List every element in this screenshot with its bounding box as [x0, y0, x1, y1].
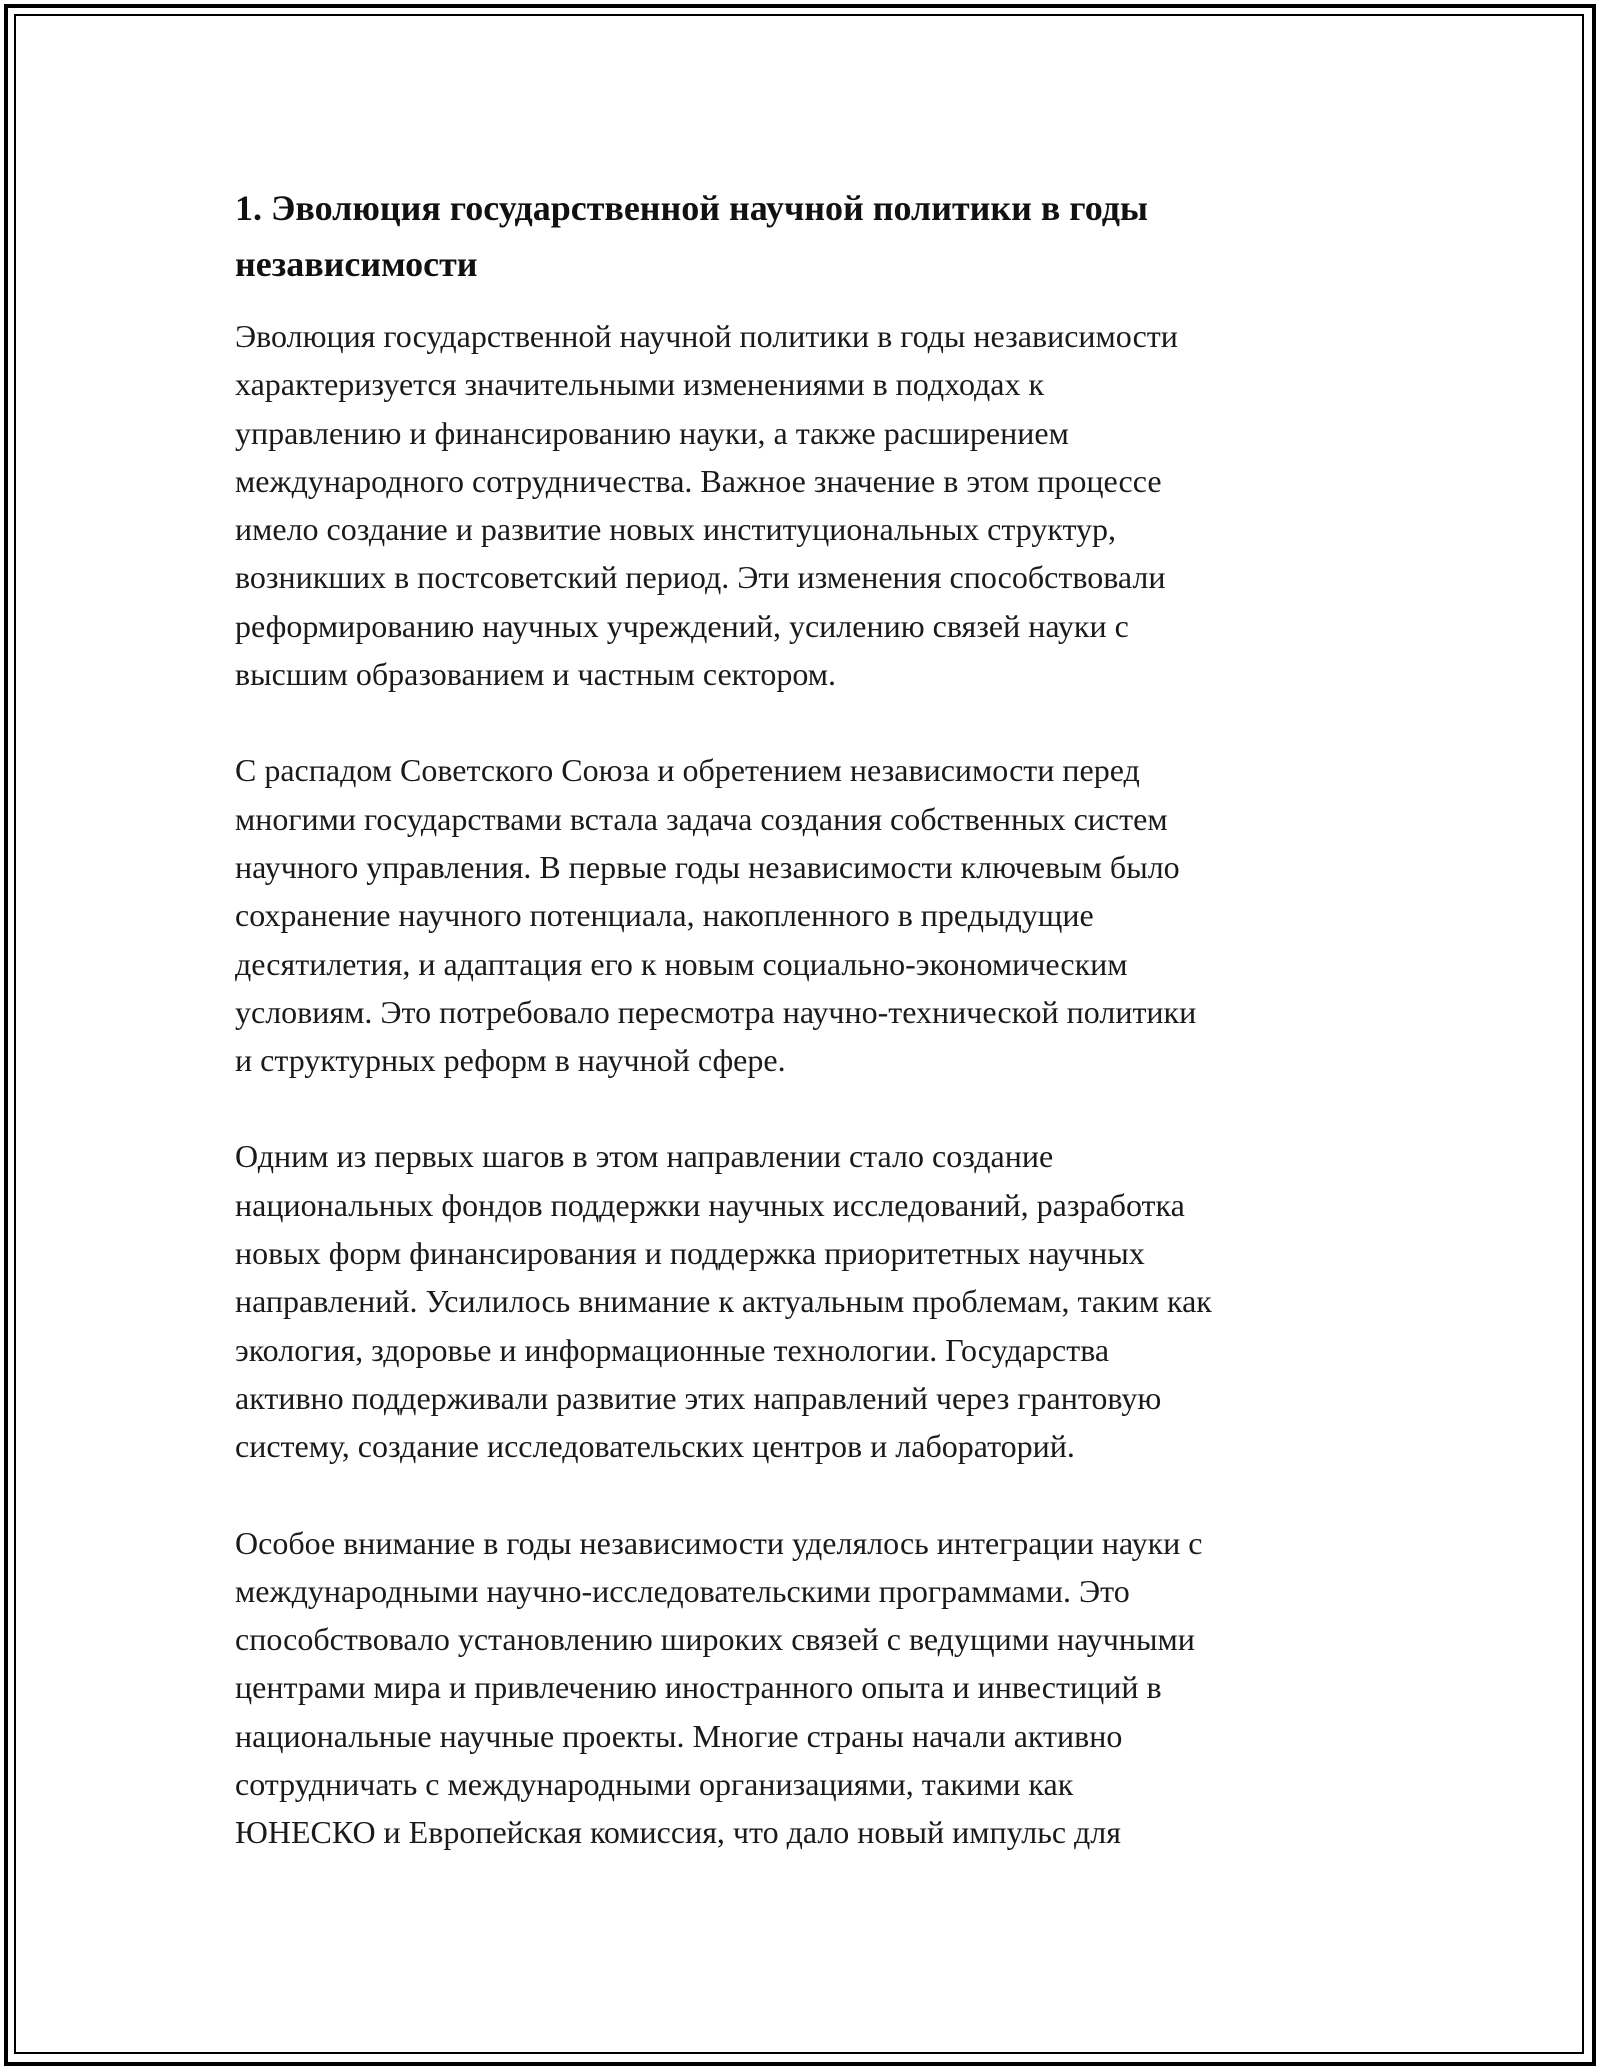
paragraph-line: ЮНЕСКО и Европейская комиссия, что дало новый импульс для	[235, 1814, 1121, 1851]
paragraph-line: десятилетия, и адаптация его к новым социально-экономическим	[235, 945, 1128, 982]
paragraph-line: научного управления. В первые годы независимости ключевым было	[235, 848, 1180, 885]
paragraph-line: реформированию научных учреждений, усилению связей науки с	[235, 607, 1129, 644]
paragraph-line: характеризуется значительными изменениями в подходах к	[235, 366, 1045, 403]
paragraph-line: национальные научные проекты. Многие страны начали активно	[235, 1717, 1123, 1754]
section-heading	[235, 180, 1355, 292]
paragraph-line: центрами мира и привлечению иностранного опыта и инвестиций в	[235, 1669, 1162, 1706]
paragraph-line: национальных фондов поддержки научных исследований, разработка	[235, 1186, 1185, 1223]
document-body	[235, 180, 1385, 1905]
paragraph-line: систему, создание исследовательских центров и лабораторий.	[235, 1428, 1075, 1465]
paragraph-line: высшим образованием и частным сектором.	[235, 656, 836, 693]
paragraph-4	[235, 1519, 1385, 1857]
paragraph-line: направлений. Усилилось внимание к актуальным проблемам, таким как	[235, 1283, 1212, 1320]
paragraph-1	[235, 312, 1385, 698]
paragraph-line: Особое внимание в годы независимости уделялось интеграции науки с	[235, 1524, 1203, 1561]
section-heading-line: независимости	[235, 244, 478, 284]
paragraph-line: управлению и финансированию науки, а также расширением	[235, 414, 1069, 451]
paragraph-line: многими государствами встала задача создания собственных систем	[235, 800, 1168, 837]
paragraph-line: и структурных реформ в научной сфере.	[235, 1042, 786, 1079]
paragraph-line: С распадом Советского Союза и обретением независимости перед	[235, 752, 1140, 789]
paragraph-line: имело создание и развитие новых институциональных структур,	[235, 511, 1117, 548]
paragraph-line: способствовало установлению широких связей с ведущими научными	[235, 1621, 1195, 1658]
paragraph-line: Одним из первых шагов в этом направлении стало создание	[235, 1138, 1054, 1175]
paragraph-line: Эволюция государственной научной политики в годы независимости	[235, 318, 1178, 354]
section-heading-line: 1. Эволюция государственной научной политики в годы	[235, 188, 1149, 228]
paragraph-line: экология, здоровье и информационные технологии. Государства	[235, 1331, 1110, 1368]
paragraph-line: международного сотрудничества. Важное значение в этом процессе	[235, 462, 1162, 499]
paragraph-3	[235, 1132, 1385, 1470]
paragraph-2	[235, 746, 1385, 1084]
paragraph-line: возникших в постсоветский период. Эти изменения способствовали	[235, 559, 1166, 596]
paragraph-line: международными научно-исследовательскими программами. Это	[235, 1572, 1130, 1609]
paragraph-line: активно поддерживали развитие этих направлений через грантовую	[235, 1379, 1162, 1416]
paragraph-line: условиям. Это потребовало пересмотра научно-технической политики	[235, 993, 1197, 1030]
paragraph-line: сотрудничать с международными организациями, такими как	[235, 1766, 1074, 1803]
paragraph-line: сохранение научного потенциала, накопленного в предыдущие	[235, 897, 1094, 934]
paragraph-line: новых форм финансирования и поддержка приоритетных научных	[235, 1235, 1145, 1272]
